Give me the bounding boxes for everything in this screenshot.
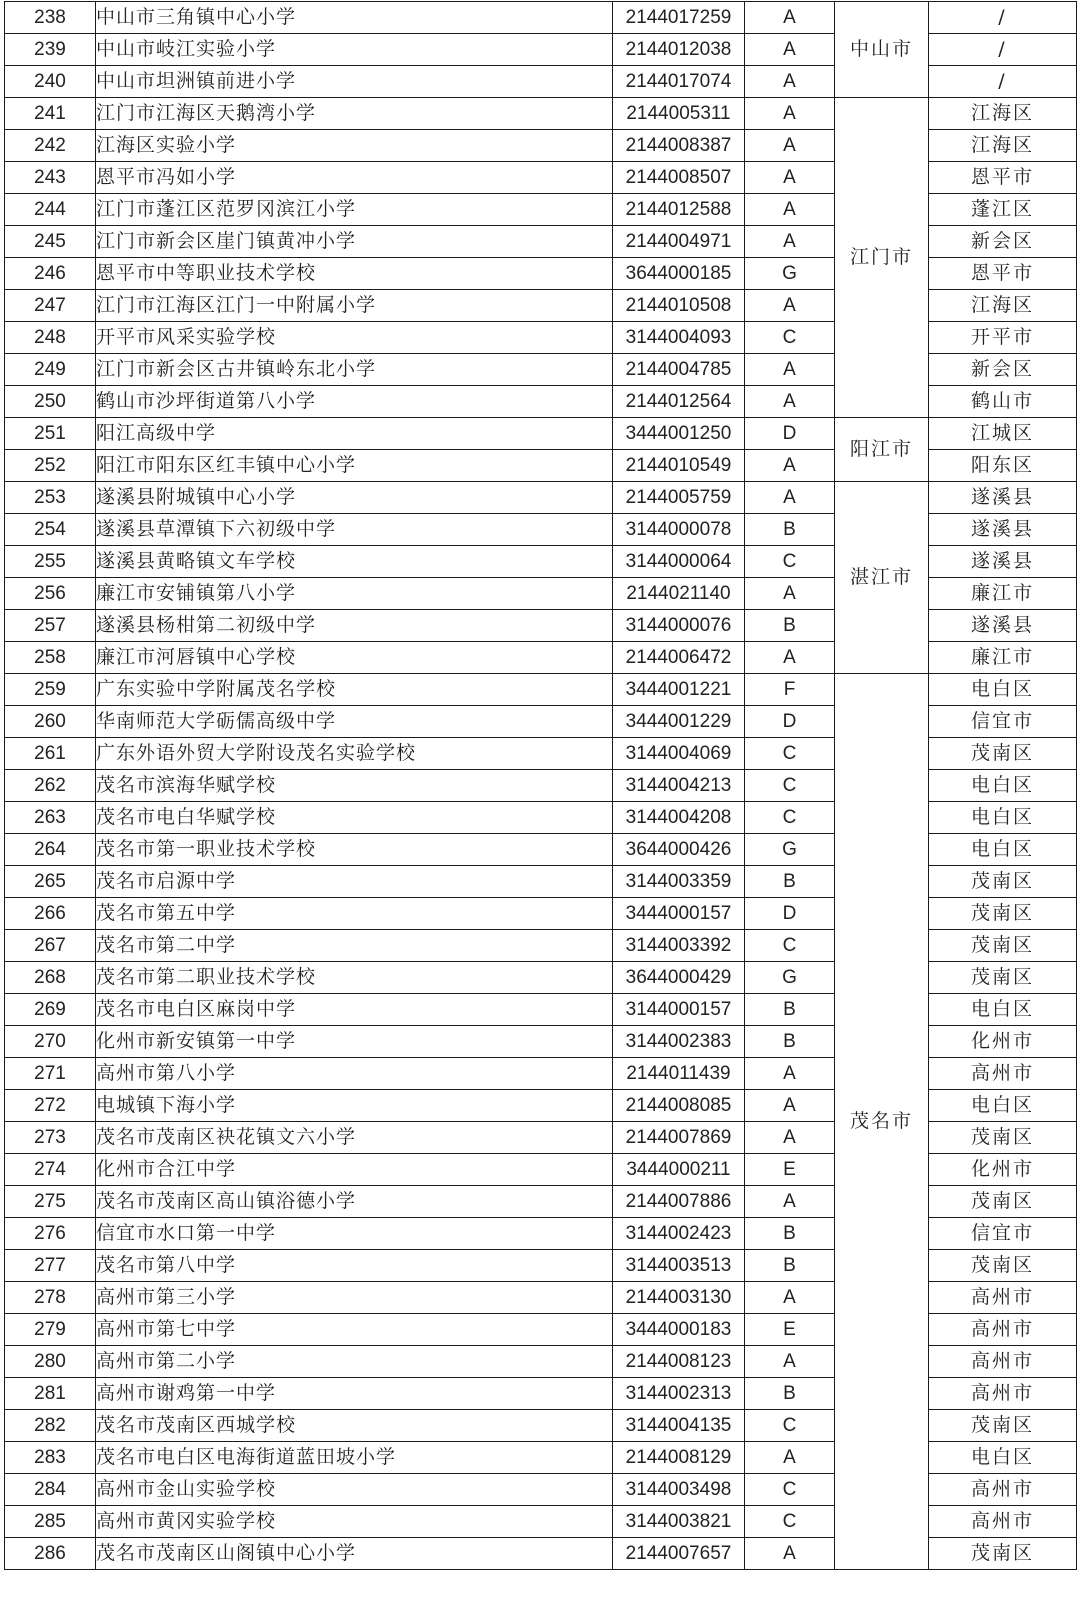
row-number-cell: 256 bbox=[5, 578, 96, 610]
district-cell: 恩平市 bbox=[929, 258, 1077, 290]
district-cell: 茂南区 bbox=[929, 1538, 1077, 1570]
school-name-cell: 高州市金山实验学校 bbox=[96, 1474, 613, 1506]
school-name-cell: 江门市蓬江区范罗冈滨江小学 bbox=[96, 194, 613, 226]
school-name-cell: 广东实验中学附属茂名学校 bbox=[96, 674, 613, 706]
school-type-cell: C bbox=[745, 1474, 835, 1506]
school-type-cell: A bbox=[745, 1346, 835, 1378]
school-type-cell: A bbox=[745, 450, 835, 482]
district-cell: 信宜市 bbox=[929, 706, 1077, 738]
school-code-cell: 2144012564 bbox=[613, 386, 745, 418]
school-name-cell: 中山市岐江实验小学 bbox=[96, 34, 613, 66]
district-cell: 高州市 bbox=[929, 1346, 1077, 1378]
row-number-cell: 260 bbox=[5, 706, 96, 738]
row-number-cell: 259 bbox=[5, 674, 96, 706]
school-name-cell: 华南师范大学砺儒高级中学 bbox=[96, 706, 613, 738]
district-cell: 茂南区 bbox=[929, 1410, 1077, 1442]
district-cell: 恩平市 bbox=[929, 162, 1077, 194]
school-type-cell: C bbox=[745, 546, 835, 578]
school-name-cell: 高州市第七中学 bbox=[96, 1314, 613, 1346]
row-number-cell: 282 bbox=[5, 1410, 96, 1442]
school-name-cell: 阳江高级中学 bbox=[96, 418, 613, 450]
district-cell: 江海区 bbox=[929, 98, 1077, 130]
table-row bbox=[5, 482, 1077, 514]
school-code-cell: 3444001221 bbox=[613, 674, 745, 706]
city-cell: 茂名市 bbox=[835, 674, 929, 1570]
row-number-cell: 268 bbox=[5, 962, 96, 994]
row-number-cell: 271 bbox=[5, 1058, 96, 1090]
district-cell: 江城区 bbox=[929, 418, 1077, 450]
district-cell: 高州市 bbox=[929, 1378, 1077, 1410]
row-number-cell: 285 bbox=[5, 1506, 96, 1538]
district-cell: 茂南区 bbox=[929, 1122, 1077, 1154]
school-type-cell: A bbox=[745, 34, 835, 66]
school-name-cell: 江门市江海区天鹅湾小学 bbox=[96, 98, 613, 130]
district-cell: 电白区 bbox=[929, 802, 1077, 834]
row-number-cell: 272 bbox=[5, 1090, 96, 1122]
school-type-cell: A bbox=[745, 1090, 835, 1122]
table-row bbox=[5, 98, 1077, 130]
district-cell: 电白区 bbox=[929, 770, 1077, 802]
row-number-cell: 252 bbox=[5, 450, 96, 482]
school-code-cell: 2144003130 bbox=[613, 1282, 745, 1314]
district-cell: 开平市 bbox=[929, 322, 1077, 354]
row-number-cell: 262 bbox=[5, 770, 96, 802]
row-number-cell: 265 bbox=[5, 866, 96, 898]
school-type-cell: B bbox=[745, 866, 835, 898]
row-number-cell: 270 bbox=[5, 1026, 96, 1058]
table-row bbox=[5, 418, 1077, 450]
district-cell: 鹤山市 bbox=[929, 386, 1077, 418]
school-name-cell: 信宜市水口第一中学 bbox=[96, 1218, 613, 1250]
school-code-cell: 2144004971 bbox=[613, 226, 745, 258]
school-code-cell: 3144000076 bbox=[613, 610, 745, 642]
school-code-cell: 3444000157 bbox=[613, 898, 745, 930]
row-number-cell: 241 bbox=[5, 98, 96, 130]
school-code-cell: 2144008129 bbox=[613, 1442, 745, 1474]
school-code-cell: 3144000157 bbox=[613, 994, 745, 1026]
table-row bbox=[5, 2, 1077, 34]
school-list-body bbox=[5, 2, 1077, 1570]
school-code-cell: 2144007657 bbox=[613, 1538, 745, 1570]
school-type-cell: A bbox=[745, 226, 835, 258]
school-name-cell: 恩平市冯如小学 bbox=[96, 162, 613, 194]
school-type-cell: F bbox=[745, 674, 835, 706]
district-cell: 江海区 bbox=[929, 290, 1077, 322]
school-code-cell: 3144002423 bbox=[613, 1218, 745, 1250]
row-number-cell: 255 bbox=[5, 546, 96, 578]
school-type-cell: A bbox=[745, 1282, 835, 1314]
district-cell: 化州市 bbox=[929, 1026, 1077, 1058]
school-code-cell: 2144012038 bbox=[613, 34, 745, 66]
district-cell: 廉江市 bbox=[929, 642, 1077, 674]
school-type-cell: C bbox=[745, 930, 835, 962]
district-cell: 高州市 bbox=[929, 1314, 1077, 1346]
school-code-cell: 2144010508 bbox=[613, 290, 745, 322]
district-cell: 茂南区 bbox=[929, 866, 1077, 898]
row-number-cell: 274 bbox=[5, 1154, 96, 1186]
school-type-cell: C bbox=[745, 1506, 835, 1538]
school-type-cell: B bbox=[745, 1378, 835, 1410]
row-number-cell: 254 bbox=[5, 514, 96, 546]
school-code-cell: 3144000064 bbox=[613, 546, 745, 578]
school-type-cell: A bbox=[745, 1122, 835, 1154]
school-type-cell: B bbox=[745, 514, 835, 546]
row-number-cell: 242 bbox=[5, 130, 96, 162]
district-cell: 新会区 bbox=[929, 226, 1077, 258]
school-code-cell: 3144002383 bbox=[613, 1026, 745, 1058]
school-name-cell: 茂名市第一职业技术学校 bbox=[96, 834, 613, 866]
row-number-cell: 245 bbox=[5, 226, 96, 258]
school-type-cell: A bbox=[745, 642, 835, 674]
school-code-cell: 3444001229 bbox=[613, 706, 745, 738]
district-cell: 高州市 bbox=[929, 1058, 1077, 1090]
school-type-cell: C bbox=[745, 738, 835, 770]
school-type-cell: A bbox=[745, 66, 835, 98]
district-cell: 高州市 bbox=[929, 1506, 1077, 1538]
district-cell: 茂南区 bbox=[929, 898, 1077, 930]
school-code-cell: 2144011439 bbox=[613, 1058, 745, 1090]
school-code-cell: 3144003392 bbox=[613, 930, 745, 962]
row-number-cell: 278 bbox=[5, 1282, 96, 1314]
district-cell: 化州市 bbox=[929, 1154, 1077, 1186]
school-code-cell: 3144003498 bbox=[613, 1474, 745, 1506]
school-name-cell: 化州市合江中学 bbox=[96, 1154, 613, 1186]
district-cell: 茂南区 bbox=[929, 962, 1077, 994]
school-name-cell: 茂名市启源中学 bbox=[96, 866, 613, 898]
school-name-cell: 中山市三角镇中心小学 bbox=[96, 2, 613, 34]
school-code-cell: 2144005759 bbox=[613, 482, 745, 514]
district-cell: / bbox=[929, 34, 1077, 66]
school-code-cell: 3144000078 bbox=[613, 514, 745, 546]
school-code-cell: 3444000211 bbox=[613, 1154, 745, 1186]
school-type-cell: E bbox=[745, 1314, 835, 1346]
row-number-cell: 251 bbox=[5, 418, 96, 450]
school-name-cell: 遂溪县草潭镇下六初级中学 bbox=[96, 514, 613, 546]
district-cell: 高州市 bbox=[929, 1474, 1077, 1506]
school-name-cell: 高州市黄冈实验学校 bbox=[96, 1506, 613, 1538]
school-name-cell: 中山市坦洲镇前进小学 bbox=[96, 66, 613, 98]
table-row bbox=[5, 674, 1077, 706]
row-number-cell: 246 bbox=[5, 258, 96, 290]
school-name-cell: 高州市第八小学 bbox=[96, 1058, 613, 1090]
school-name-cell: 茂名市第二职业技术学校 bbox=[96, 962, 613, 994]
school-type-cell: A bbox=[745, 578, 835, 610]
school-code-cell: 2144005311 bbox=[613, 98, 745, 130]
school-type-cell: A bbox=[745, 98, 835, 130]
row-number-cell: 244 bbox=[5, 194, 96, 226]
school-code-cell: 3144004208 bbox=[613, 802, 745, 834]
school-code-cell: 2144004785 bbox=[613, 354, 745, 386]
row-number-cell: 263 bbox=[5, 802, 96, 834]
row-number-cell: 248 bbox=[5, 322, 96, 354]
school-name-cell: 廉江市河唇镇中心学校 bbox=[96, 642, 613, 674]
row-number-cell: 257 bbox=[5, 610, 96, 642]
row-number-cell: 280 bbox=[5, 1346, 96, 1378]
district-cell: 遂溪县 bbox=[929, 546, 1077, 578]
district-cell: 高州市 bbox=[929, 1282, 1077, 1314]
school-name-cell: 遂溪县黄略镇文车学校 bbox=[96, 546, 613, 578]
district-cell: 阳东区 bbox=[929, 450, 1077, 482]
row-number-cell: 281 bbox=[5, 1378, 96, 1410]
district-cell: 江海区 bbox=[929, 130, 1077, 162]
school-name-cell: 开平市风采实验学校 bbox=[96, 322, 613, 354]
school-type-cell: B bbox=[745, 1218, 835, 1250]
school-type-cell: A bbox=[745, 2, 835, 34]
school-name-cell: 茂名市滨海华赋学校 bbox=[96, 770, 613, 802]
school-name-cell: 江海区实验小学 bbox=[96, 130, 613, 162]
school-type-cell: B bbox=[745, 1250, 835, 1282]
school-code-cell: 2144007886 bbox=[613, 1186, 745, 1218]
school-name-cell: 化州市新安镇第一中学 bbox=[96, 1026, 613, 1058]
school-name-cell: 茂名市第二中学 bbox=[96, 930, 613, 962]
row-number-cell: 286 bbox=[5, 1538, 96, 1570]
school-type-cell: C bbox=[745, 802, 835, 834]
school-code-cell: 2144008085 bbox=[613, 1090, 745, 1122]
school-code-cell: 3144004135 bbox=[613, 1410, 745, 1442]
district-cell: 廉江市 bbox=[929, 578, 1077, 610]
school-name-cell: 茂名市茂南区西城学校 bbox=[96, 1410, 613, 1442]
row-number-cell: 276 bbox=[5, 1218, 96, 1250]
school-type-cell: A bbox=[745, 1442, 835, 1474]
row-number-cell: 275 bbox=[5, 1186, 96, 1218]
district-cell: 信宜市 bbox=[929, 1218, 1077, 1250]
row-number-cell: 283 bbox=[5, 1442, 96, 1474]
school-code-cell: 2144017259 bbox=[613, 2, 745, 34]
school-code-cell: 2144021140 bbox=[613, 578, 745, 610]
school-name-cell: 茂名市电白华赋学校 bbox=[96, 802, 613, 834]
school-code-cell: 2144017074 bbox=[613, 66, 745, 98]
school-type-cell: A bbox=[745, 162, 835, 194]
school-code-cell: 3144004093 bbox=[613, 322, 745, 354]
school-name-cell: 茂名市第五中学 bbox=[96, 898, 613, 930]
school-name-cell: 鹤山市沙坪街道第八小学 bbox=[96, 386, 613, 418]
school-code-cell: 3144003821 bbox=[613, 1506, 745, 1538]
school-name-cell: 恩平市中等职业技术学校 bbox=[96, 258, 613, 290]
school-code-cell: 3144003359 bbox=[613, 866, 745, 898]
row-number-cell: 258 bbox=[5, 642, 96, 674]
school-code-cell: 3144004213 bbox=[613, 770, 745, 802]
row-number-cell: 250 bbox=[5, 386, 96, 418]
school-type-cell: E bbox=[745, 1154, 835, 1186]
school-type-cell: B bbox=[745, 994, 835, 1026]
school-name-cell: 茂名市茂南区山阁镇中心小学 bbox=[96, 1538, 613, 1570]
district-cell: 蓬江区 bbox=[929, 194, 1077, 226]
row-number-cell: 267 bbox=[5, 930, 96, 962]
school-name-cell: 茂名市茂南区高山镇浴德小学 bbox=[96, 1186, 613, 1218]
school-name-cell: 遂溪县附城镇中心小学 bbox=[96, 482, 613, 514]
school-name-cell: 江门市新会区古井镇岭东北小学 bbox=[96, 354, 613, 386]
school-name-cell: 江门市新会区崖门镇黄冲小学 bbox=[96, 226, 613, 258]
school-name-cell: 遂溪县杨柑第二初级中学 bbox=[96, 610, 613, 642]
row-number-cell: 253 bbox=[5, 482, 96, 514]
row-number-cell: 266 bbox=[5, 898, 96, 930]
school-type-cell: A bbox=[745, 1186, 835, 1218]
school-code-cell: 3644000429 bbox=[613, 962, 745, 994]
school-code-cell: 2144007869 bbox=[613, 1122, 745, 1154]
school-type-cell: B bbox=[745, 1026, 835, 1058]
row-number-cell: 261 bbox=[5, 738, 96, 770]
school-type-cell: B bbox=[745, 610, 835, 642]
school-name-cell: 茂名市电白区电海街道蓝田坡小学 bbox=[96, 1442, 613, 1474]
row-number-cell: 277 bbox=[5, 1250, 96, 1282]
school-code-cell: 3444000183 bbox=[613, 1314, 745, 1346]
school-name-cell: 广东外语外贸大学附设茂名实验学校 bbox=[96, 738, 613, 770]
district-cell: 电白区 bbox=[929, 994, 1077, 1026]
school-name-cell: 江门市江海区江门一中附属小学 bbox=[96, 290, 613, 322]
school-name-cell: 茂名市第八中学 bbox=[96, 1250, 613, 1282]
row-number-cell: 243 bbox=[5, 162, 96, 194]
district-cell: / bbox=[929, 66, 1077, 98]
school-type-cell: D bbox=[745, 898, 835, 930]
school-code-cell: 2144008123 bbox=[613, 1346, 745, 1378]
school-name-cell: 高州市谢鸡第一中学 bbox=[96, 1378, 613, 1410]
district-cell: 茂南区 bbox=[929, 930, 1077, 962]
row-number-cell: 264 bbox=[5, 834, 96, 866]
row-number-cell: 238 bbox=[5, 2, 96, 34]
row-number-cell: 284 bbox=[5, 1474, 96, 1506]
row-number-cell: 249 bbox=[5, 354, 96, 386]
city-cell: 江门市 bbox=[835, 98, 929, 418]
school-name-cell: 茂名市茂南区袂花镇文六小学 bbox=[96, 1122, 613, 1154]
district-cell: 茂南区 bbox=[929, 1250, 1077, 1282]
row-number-cell: 279 bbox=[5, 1314, 96, 1346]
school-code-cell: 3644000185 bbox=[613, 258, 745, 290]
school-type-cell: A bbox=[745, 1538, 835, 1570]
district-cell: / bbox=[929, 2, 1077, 34]
school-code-cell: 2144008387 bbox=[613, 130, 745, 162]
school-type-cell: A bbox=[745, 290, 835, 322]
school-name-cell: 茂名市电白区麻岗中学 bbox=[96, 994, 613, 1026]
school-code-cell: 3644000426 bbox=[613, 834, 745, 866]
district-cell: 电白区 bbox=[929, 834, 1077, 866]
school-code-cell: 3444001250 bbox=[613, 418, 745, 450]
district-cell: 遂溪县 bbox=[929, 514, 1077, 546]
school-name-cell: 高州市第三小学 bbox=[96, 1282, 613, 1314]
row-number-cell: 269 bbox=[5, 994, 96, 1026]
school-name-cell: 阳江市阳东区红丰镇中心小学 bbox=[96, 450, 613, 482]
school-code-cell: 3144003513 bbox=[613, 1250, 745, 1282]
school-type-cell: A bbox=[745, 482, 835, 514]
district-cell: 电白区 bbox=[929, 1442, 1077, 1474]
school-type-cell: C bbox=[745, 770, 835, 802]
district-cell: 新会区 bbox=[929, 354, 1077, 386]
row-number-cell: 247 bbox=[5, 290, 96, 322]
district-cell: 遂溪县 bbox=[929, 482, 1077, 514]
school-name-cell: 电城镇下海小学 bbox=[96, 1090, 613, 1122]
row-number-cell: 273 bbox=[5, 1122, 96, 1154]
school-type-cell: C bbox=[745, 322, 835, 354]
district-cell: 电白区 bbox=[929, 1090, 1077, 1122]
school-type-cell: A bbox=[745, 354, 835, 386]
school-code-cell: 2144008507 bbox=[613, 162, 745, 194]
district-cell: 电白区 bbox=[929, 674, 1077, 706]
city-cell: 阳江市 bbox=[835, 418, 929, 482]
school-type-cell: D bbox=[745, 706, 835, 738]
school-type-cell: A bbox=[745, 1058, 835, 1090]
row-number-cell: 239 bbox=[5, 34, 96, 66]
district-cell: 遂溪县 bbox=[929, 610, 1077, 642]
school-type-cell: C bbox=[745, 1410, 835, 1442]
district-cell: 茂南区 bbox=[929, 1186, 1077, 1218]
school-code-cell: 3144004069 bbox=[613, 738, 745, 770]
school-type-cell: A bbox=[745, 130, 835, 162]
city-cell: 湛江市 bbox=[835, 482, 929, 674]
city-cell: 中山市 bbox=[835, 2, 929, 98]
district-cell: 茂南区 bbox=[929, 738, 1077, 770]
school-name-cell: 高州市第二小学 bbox=[96, 1346, 613, 1378]
school-type-cell: A bbox=[745, 386, 835, 418]
school-code-cell: 2144006472 bbox=[613, 642, 745, 674]
school-type-cell: G bbox=[745, 258, 835, 290]
school-list-table bbox=[4, 1, 1077, 1570]
row-number-cell: 240 bbox=[5, 66, 96, 98]
school-type-cell: G bbox=[745, 834, 835, 866]
school-code-cell: 2144012588 bbox=[613, 194, 745, 226]
school-type-cell: A bbox=[745, 194, 835, 226]
school-code-cell: 3144002313 bbox=[613, 1378, 745, 1410]
school-type-cell: D bbox=[745, 418, 835, 450]
school-type-cell: G bbox=[745, 962, 835, 994]
school-name-cell: 廉江市安铺镇第八小学 bbox=[96, 578, 613, 610]
school-code-cell: 2144010549 bbox=[613, 450, 745, 482]
